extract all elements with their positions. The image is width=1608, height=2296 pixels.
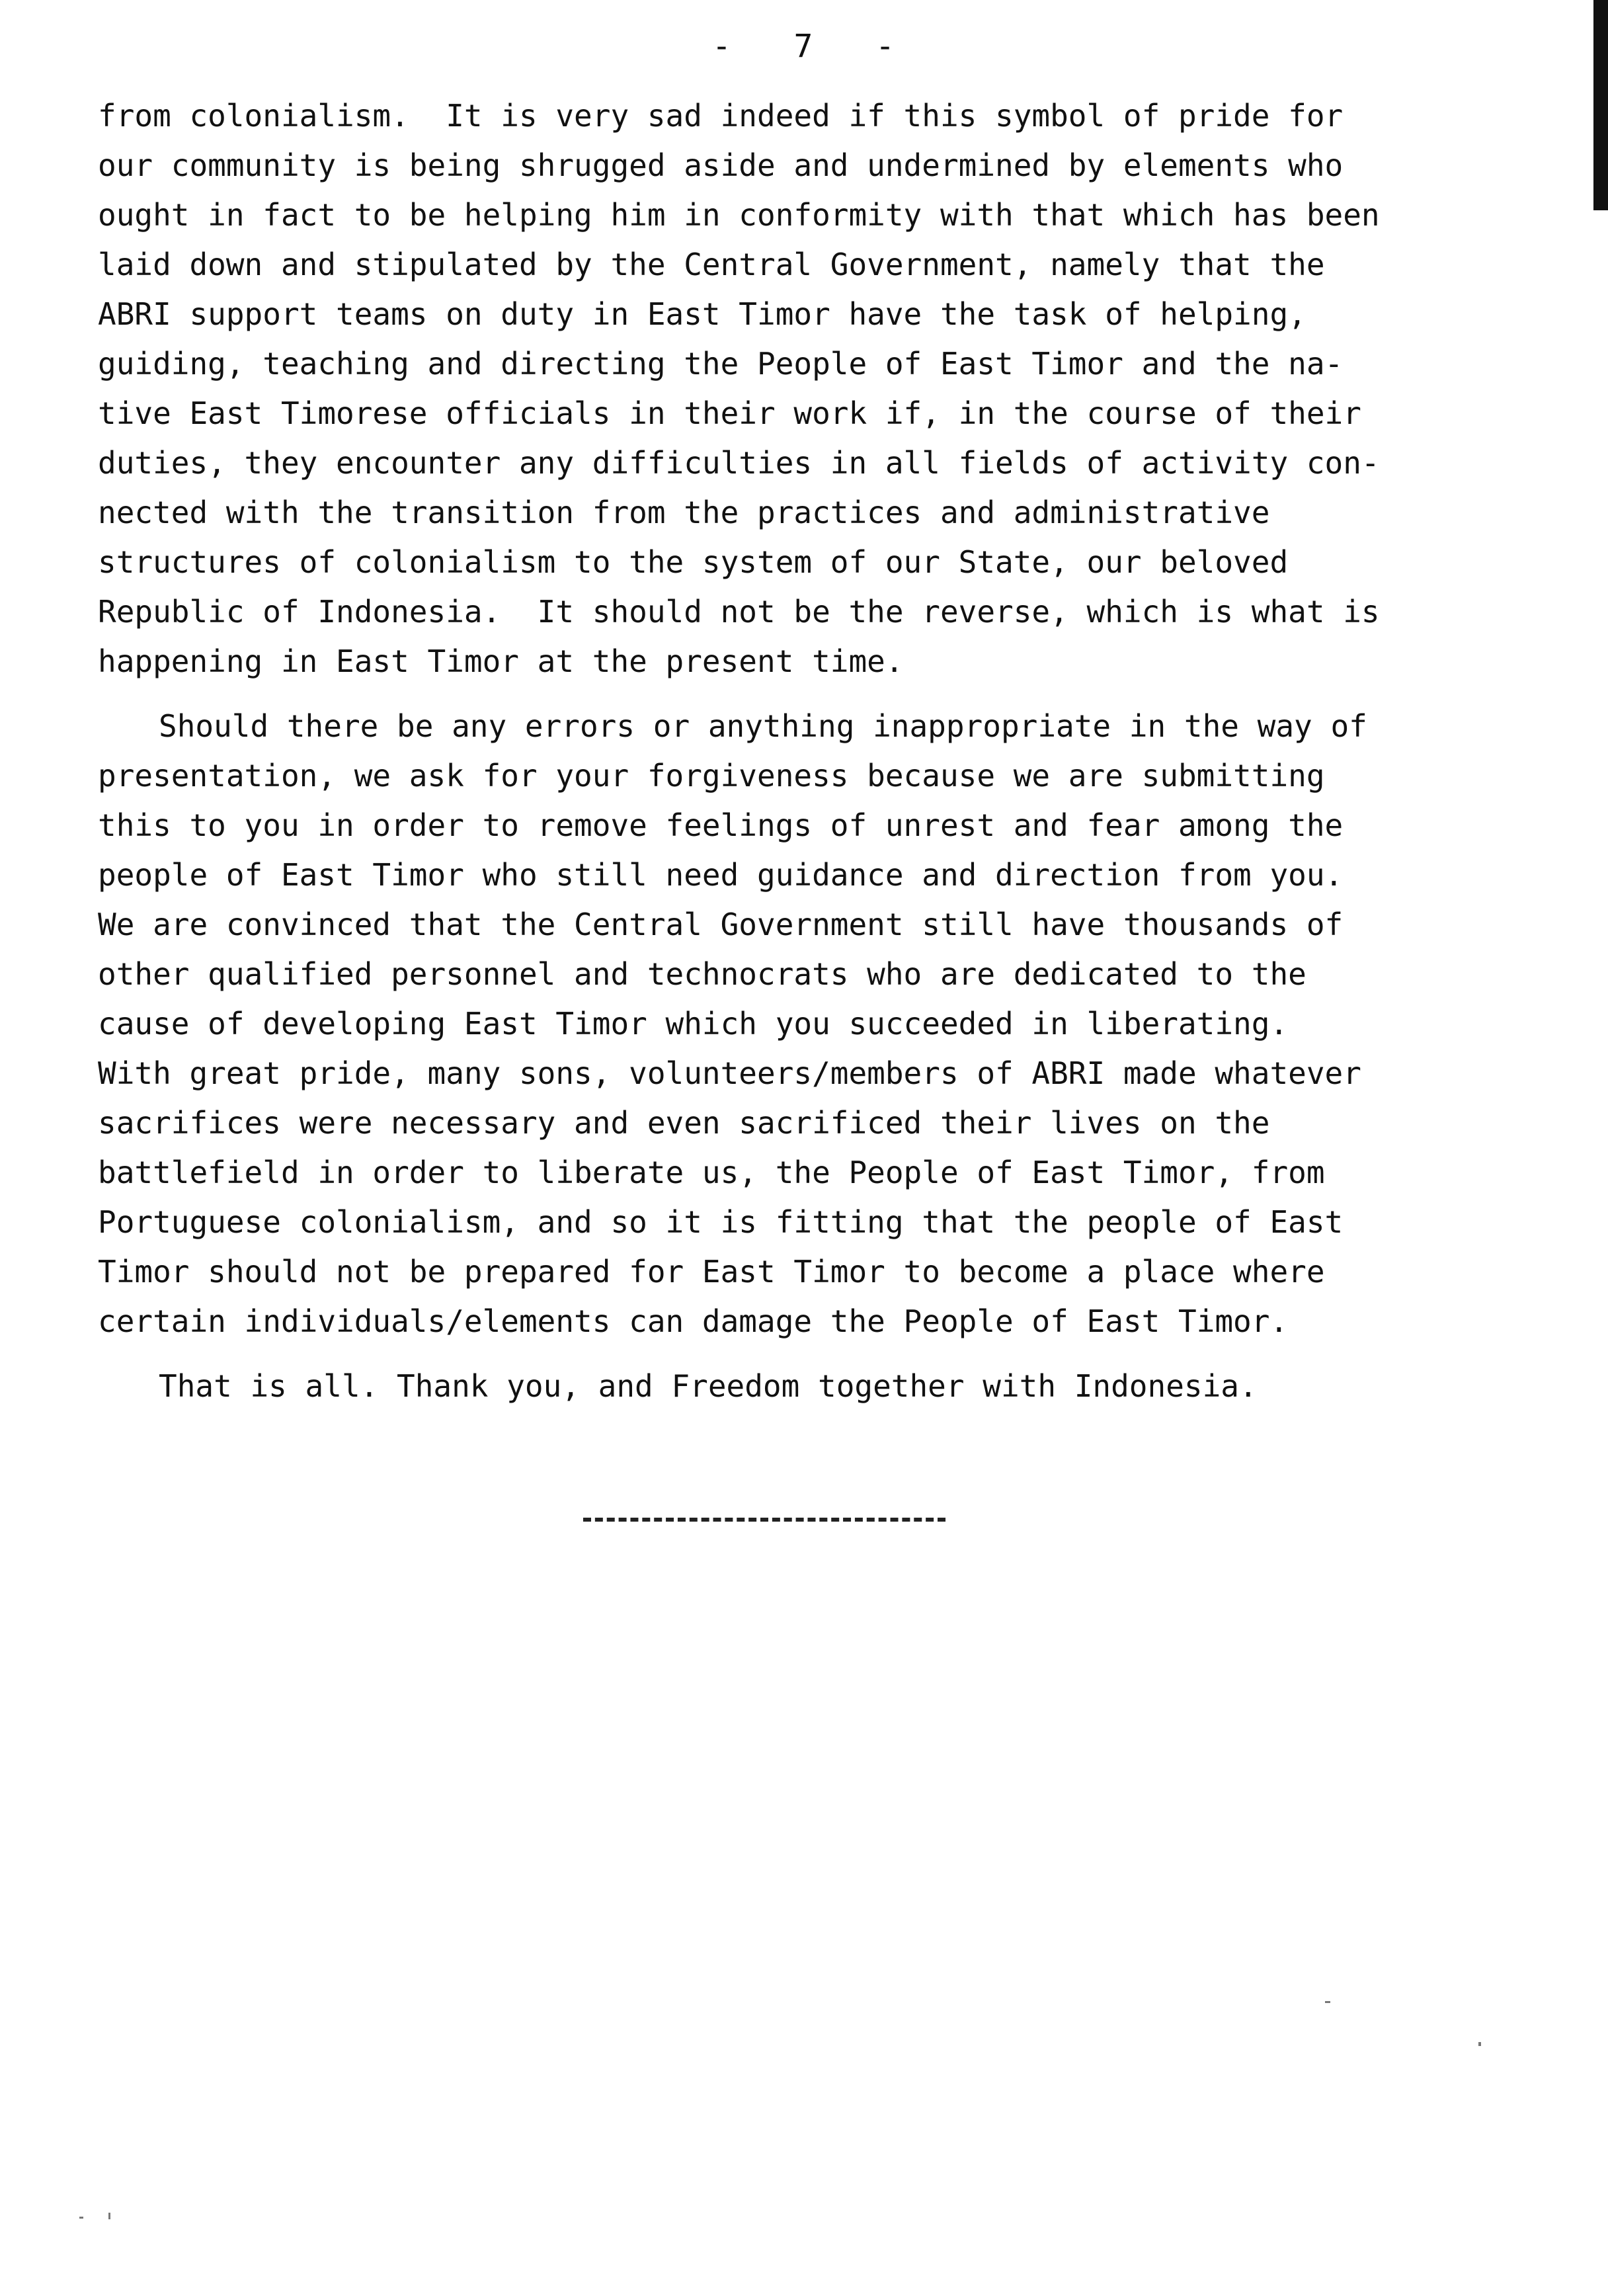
text-line: certain individuals/elements can damage the People of East Timor.: [98, 1303, 1289, 1339]
text-line: Portuguese colonialism, and so it is fitting that the people of East: [98, 1204, 1344, 1240]
letter-body: [98, 91, 1533, 1411]
text-line: our community is being shrugged aside and undermined by elements who: [98, 147, 1344, 183]
text-line: from colonialism. It is very sad indeed if this symbol of pride for: [98, 98, 1344, 134]
text-line: Should there be any errors or anything inappropriate in the way of: [159, 708, 1367, 744]
text-line: We are convinced that the Central Government still have thousands of: [98, 907, 1344, 942]
text-line: nected with the transition from the practices and administrative: [98, 495, 1270, 530]
end-divider: [583, 1518, 945, 1522]
paragraph: [98, 1362, 1533, 1411]
scan-speck: [1478, 2042, 1481, 2046]
text-line: sacrifices were necessary and even sacrificed their lives on the: [98, 1105, 1270, 1141]
paragraph: [98, 91, 1533, 686]
page-number: - 7 -: [711, 28, 897, 65]
text-line: With great pride, many sons, volunteers/members of ABRI made whatever: [98, 1055, 1361, 1091]
text-line: cause of developing East Timor which you succeeded in liberating.: [98, 1006, 1289, 1042]
text-line: happening in East Timor at the present time.: [98, 643, 904, 679]
text-line: Timor should not be prepared for East Timor to become a place where: [98, 1254, 1325, 1290]
text-line: laid down and stipulated by the Central Government, namely that the: [98, 247, 1325, 282]
text-line: ABRI support teams on duty in East Timor have the task of helping,: [98, 296, 1306, 332]
paragraph: [98, 702, 1533, 1346]
text-line: battlefield in order to liberate us, the People of East Timor, from: [98, 1155, 1325, 1190]
text-line: tive East Timorese officials in their work if, in the course of their: [98, 395, 1361, 431]
scan-speck: [108, 2213, 110, 2219]
text-line: people of East Timor who still need guidance and direction from you.: [98, 857, 1344, 893]
text-line: presentation, we ask for your forgiveness because we are submitting: [98, 758, 1325, 794]
text-line: ought in fact to be helping him in conformity with that which has been: [98, 197, 1380, 233]
text-line: structures of colonialism to the system of our State, our beloved: [98, 544, 1289, 580]
text-line: this to you in order to remove feelings of unrest and fear among the: [98, 807, 1344, 843]
closing-line: That is all. Thank you, and Freedom together with Indonesia.: [159, 1368, 1258, 1404]
scan-speck: [1325, 2001, 1330, 2003]
scan-speck: [79, 2217, 83, 2219]
text-line: other qualified personnel and technocrats who are dedicated to the: [98, 956, 1306, 992]
text-line: Republic of Indonesia. It should not be the reverse, which is what is: [98, 594, 1380, 630]
text-line: guiding, teaching and directing the People of East Timor and the na-: [98, 346, 1344, 382]
text-line: duties, they encounter any difficulties in all fields of activity con-: [98, 445, 1380, 481]
